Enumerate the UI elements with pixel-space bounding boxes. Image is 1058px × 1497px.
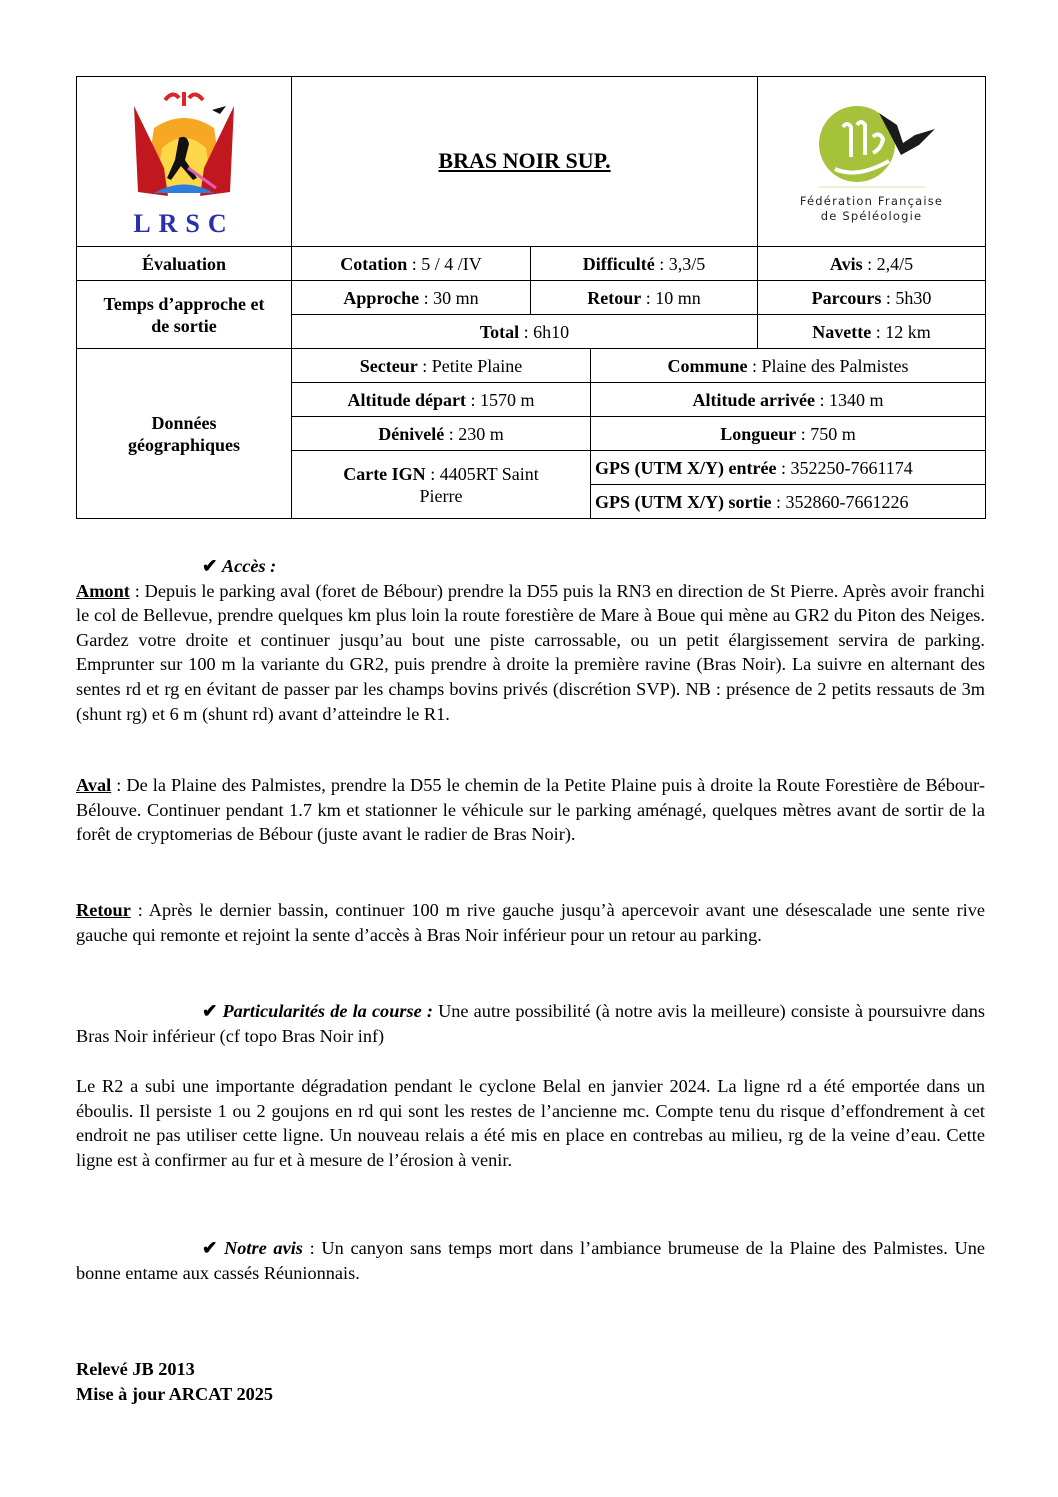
altitude-arrivee-cell: Altitude arrivée : 1340 m <box>591 383 986 417</box>
footer-line-releve: Relevé JB 2013 <box>76 1359 195 1379</box>
approche-cell: Approche : 30 mn <box>292 281 531 315</box>
retour-paragraph: Retour : Après le dernier bassin, continuer 100 m rive gauche jusqu’à apercevoir avant une désescalade une sente rive gauche qui remonte et rejoint la sente d’accès à Bras Noir inférieur pour un retour au parking. <box>76 900 985 945</box>
acces-section <box>76 554 985 726</box>
lrsc-logo-cell <box>77 77 292 247</box>
amont-paragraph: Amont : Depuis le parking aval (foret de Bébour) prendre la D55 puis la RN3 en direction de St Pierre. Après avoir franchi le col de Bellevue, prendre quelques km plus loin la route forestière de Mare à Boue qui mène au GR2 du Piton des Neiges. Gardez votre droite et continuer jusqu’au bout une piste carrossable, ou un petit élargissement servira de parking. Emprunter sur 100 m la variante du GR2, puis prendre à droite la première ravine (Bras Noir). La suivre en alternant des sentes rd et rg en évitant de passer par les champs bovins privés (discrétion SVP). NB : présence de 2 petits ressauts de 3m (shunt rg) et 6 m (shunt rd) avant d’atteindre le R1. <box>76 580 985 724</box>
cotation-cell: Cotation : 5 / 4 /IV <box>292 247 531 281</box>
gps-sortie-cell: GPS (UTM X/Y) sortie : 352860-7661226 <box>591 485 986 519</box>
ffs-caption-line2: de Spéléologie <box>820 209 923 223</box>
footer-credits <box>76 1357 985 1406</box>
longueur-cell: Longueur : 750 m <box>591 417 986 451</box>
check-icon: ✔ <box>202 556 218 576</box>
retour-cell: Retour : 10 mn <box>531 281 758 315</box>
lrsc-volcano-logo-icon <box>124 88 244 208</box>
check-icon: ✔ <box>202 1238 218 1258</box>
footer-line-maj: Mise à jour ARCAT 2025 <box>76 1383 274 1404</box>
denivele-cell: Dénivelé : 230 m <box>292 417 591 451</box>
info-table <box>76 76 986 519</box>
ffs-bat-logo-icon <box>807 99 937 189</box>
page-title: BRAS NOIR SUP. <box>438 148 611 173</box>
gps-entree-cell: GPS (UTM X/Y) entrée : 352250-7661174 <box>591 451 986 485</box>
commune-cell: Commune : Plaine des Palmistes <box>591 349 986 383</box>
ffs-caption-line1: Fédération Française <box>799 194 944 208</box>
r2-paragraph: Le R2 a subi une importante dégradation pendant le cyclone Belal en janvier 2024. La ligne rd a été emportée dans un éboulis. Il persiste 1 ou 2 goujons en rd qui sont les restes de l’ancienne mc. Compte tenu du risque d’effondrement à cet endroit ne pas utiliser cette ligne. Un nouveau relais a été mis en place en contrebas au milieu, rg de la veine d’eau. Cette ligne est à confirmer au fur et à mesure de l’érosion à venir. <box>76 1076 985 1170</box>
geo-label: Données géographiques <box>77 349 292 519</box>
title-cell <box>292 77 758 247</box>
check-icon: ✔ <box>202 1001 218 1021</box>
difficulte-cell: Difficulté : 3,3/5 <box>531 247 758 281</box>
evaluation-label: Évaluation <box>77 247 292 281</box>
temps-label: Temps d’approche et de sortie <box>77 281 292 349</box>
altitude-depart-cell: Altitude départ : 1570 m <box>292 383 591 417</box>
avis-cell: Avis : 2,4/5 <box>758 247 986 281</box>
secteur-cell: Secteur : Petite Plaine <box>292 349 591 383</box>
acces-heading: ✔ Accès : <box>202 556 277 576</box>
particularites-paragraph: ✔ Particularités de la course : Une autre possibilité (à notre avis la meilleure) consiste à poursuivre dans Bras Noir inférieur (cf topo Bras Noir inf) <box>76 1001 985 1046</box>
parcours-cell: Parcours : 5h30 <box>758 281 986 315</box>
lrsc-logo-text: LRSC <box>133 209 235 238</box>
avis-paragraph: ✔ Notre avis : Un canyon sans temps mort dans l’ambiance brumeuse de la Plaine des Palmistes. Une bonne entame aux cassés Réunionnais. <box>76 1238 986 1283</box>
carte-ign-cell: Carte IGN : 4405RT Saint Pierre <box>292 451 591 519</box>
total-cell: Total : 6h10 <box>292 315 758 349</box>
ffs-logo-cell <box>758 77 986 247</box>
navette-cell: Navette : 12 km <box>758 315 986 349</box>
aval-paragraph: Aval : De la Plaine des Palmistes, prendre la D55 le chemin de la Petite Plaine puis à droite la Route Forestière de Bébour-Bélouve. Continuer pendant 1.7 km et stationner le véhicule sur le parking aménagé, quelques mètres avant de sortir de la forêt de cryptomerias de Bébour (juste avant le radier de Bras Noir). <box>76 775 985 845</box>
